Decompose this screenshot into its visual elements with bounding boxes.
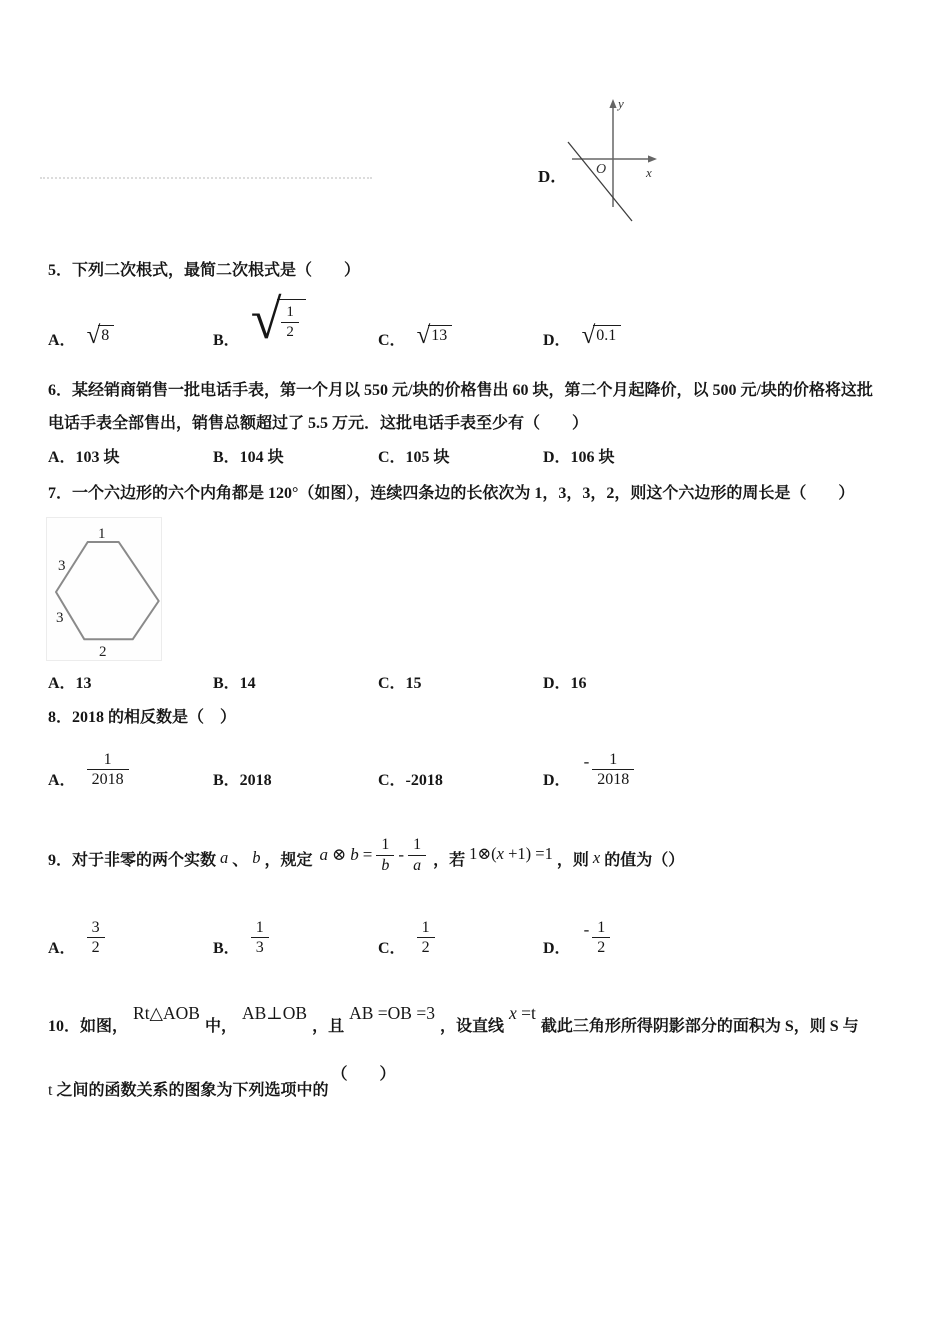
option-label: A． xyxy=(48,331,76,349)
denominator: 2 xyxy=(592,937,610,958)
q6-option-b: B．104 块 xyxy=(213,449,284,466)
fraction xyxy=(87,918,105,958)
question-7-title: 7．一个六边形的六个内角都是 120°（如图），连续四条边的长依次为 1，3，3，2，则这个六边形的周长是（ ） xyxy=(48,485,855,502)
figure-d-option-label: D． xyxy=(538,167,568,186)
question-8-options xyxy=(0,738,950,790)
q9-text-4: ，则 xyxy=(556,851,589,869)
q10-text-1: 10．如图， xyxy=(48,1018,129,1035)
numerator: 3 xyxy=(91,918,100,936)
radicand: 8 xyxy=(98,325,114,345)
q7-option-a: A．13 xyxy=(48,675,92,692)
x-axis-label: x xyxy=(646,165,652,180)
option-label: B． xyxy=(213,939,240,957)
q8-option-b xyxy=(213,771,272,790)
variable-x: x xyxy=(592,848,601,867)
q9-option-c xyxy=(378,918,435,958)
q5-option-c xyxy=(378,322,452,350)
question-6-options xyxy=(0,448,950,468)
question-9-options xyxy=(0,902,950,958)
fraction-1-over-a xyxy=(408,835,426,875)
condition-x: x xyxy=(496,844,504,863)
question-8-title: 8．2018 的相反数是（ ） xyxy=(48,709,237,726)
fraction xyxy=(251,918,269,958)
math-ab-perp-ob: AB⊥OB xyxy=(241,1002,308,1023)
denominator: 3 xyxy=(251,937,269,958)
fraction xyxy=(87,750,129,790)
minus-sign: - xyxy=(583,920,590,940)
x-axis-arrow-icon xyxy=(648,155,657,162)
answer-parentheses: （ ） xyxy=(331,1066,396,1083)
denominator: 2018 xyxy=(592,769,634,790)
radicand: 13 xyxy=(428,325,452,345)
q9-option-b xyxy=(213,918,269,958)
q10-text-2: 中， xyxy=(204,1018,237,1035)
option-label: C． xyxy=(378,331,406,349)
condition-post: +1) =1 xyxy=(503,844,553,863)
question-5-options xyxy=(0,289,950,352)
math-ab-eq-ob-eq-3: AB =OB =3 xyxy=(349,1002,435,1023)
radicand: 0.1 xyxy=(593,325,621,345)
q9-operation-formula xyxy=(320,835,427,875)
q5-option-a xyxy=(48,322,114,350)
denominator: 2 xyxy=(417,937,435,958)
q9-text-5: 的值为（） xyxy=(604,851,685,869)
variable-t: t xyxy=(48,1082,53,1099)
numerator: 1 xyxy=(421,918,430,936)
numerator: 1 xyxy=(103,750,112,768)
side-length-top: 1 xyxy=(98,526,106,542)
option-label: A． xyxy=(48,771,76,789)
sqrt-expression xyxy=(581,322,622,350)
option-text: B．2018 xyxy=(213,771,272,789)
denominator: 2018 xyxy=(87,769,129,790)
numerator: 1 xyxy=(413,835,422,853)
q9-option-a xyxy=(48,918,105,958)
math-line-x-eq-t xyxy=(508,1002,536,1023)
q9-separator: 、 xyxy=(232,851,249,869)
question-9-title xyxy=(48,830,684,886)
question-10-line1 xyxy=(48,990,859,1036)
origin-label: O xyxy=(596,162,607,177)
sqrt-expression xyxy=(86,322,115,350)
q9-text-2: ，规定 xyxy=(264,851,313,869)
q10-text-5: 截此三角形所得阴影部分的面积为 S，则 S 与 xyxy=(540,1018,859,1035)
minus-sign: - xyxy=(583,752,590,772)
numerator: 1 xyxy=(255,918,264,936)
hexagon-figure-box xyxy=(46,517,162,661)
hexagon-figure xyxy=(47,518,161,660)
equals-sign: = xyxy=(362,845,373,864)
fraction xyxy=(592,750,634,790)
option-label: A． xyxy=(48,939,76,957)
numerator: 1 xyxy=(381,835,390,853)
q6-option-a: A．103 块 xyxy=(48,449,120,466)
option-label: B． xyxy=(213,331,240,349)
q10-line2-text: 之间的函数关系的图象为下列选项中的 xyxy=(56,1082,329,1099)
option-label: D． xyxy=(543,939,571,957)
radical-sign-icon: √ xyxy=(250,289,282,352)
q9-condition xyxy=(469,844,553,864)
y-axis-arrow-icon xyxy=(609,99,616,108)
q7-option-d: D．16 xyxy=(543,675,587,692)
scan-artifact-dotted-line xyxy=(40,177,372,179)
minus-sign: - xyxy=(398,845,405,864)
numerator: 1 xyxy=(597,918,606,936)
side-length-upper-left: 3 xyxy=(58,558,66,574)
variable-b: b xyxy=(252,848,261,867)
variable-x: x xyxy=(508,1002,517,1023)
option-label: C． xyxy=(378,939,406,957)
option-label: D． xyxy=(543,771,571,789)
question-7-options xyxy=(0,674,950,694)
side-length-lower-left: 3 xyxy=(56,610,64,626)
formula-b: b xyxy=(350,845,359,864)
q8-option-a xyxy=(48,750,129,790)
radical-sign-icon: √ xyxy=(86,322,101,349)
sqrt-fraction-expression xyxy=(250,289,306,352)
q5-option-d xyxy=(543,322,621,350)
radical-sign-icon: √ xyxy=(416,322,431,349)
question-10-line2 xyxy=(48,1064,395,1100)
condition-pre: 1⊗( xyxy=(469,844,497,863)
hexagon-shape xyxy=(56,542,159,639)
otimes-operator-icon: ⊗ xyxy=(332,845,347,864)
fraction xyxy=(592,918,610,958)
q9-option-d xyxy=(543,918,610,958)
option-text: C．-2018 xyxy=(378,771,443,789)
q6-option-d: D．106 块 xyxy=(543,449,615,466)
q8-option-c xyxy=(378,771,443,790)
radical-sign-icon: √ xyxy=(581,322,596,349)
option-label: D． xyxy=(543,331,571,349)
numerator: 1 xyxy=(286,304,294,321)
math-rt-triangle-aob: Rt△AOB xyxy=(133,1002,200,1023)
variable-a: a xyxy=(220,848,229,867)
fraction xyxy=(417,918,435,958)
question-6-line2: 电话手表全部售出，销售总额超过了 5.5 万元．这批电话手表至少有（ ） xyxy=(48,415,589,432)
denominator: b xyxy=(376,855,394,876)
coordinate-plane-figure xyxy=(552,92,680,232)
question-5-title: 5．下列二次根式，最简二次根式是（ ） xyxy=(48,262,361,279)
sqrt-expression xyxy=(416,322,453,350)
side-length-bottom: 2 xyxy=(99,644,107,660)
denominator: 2 xyxy=(87,937,105,958)
question-6-line1: 6．某经销商销售一批电话手表，第一个月以 550 元/块的价格售出 60 块，第二个月起降价，以 500 元/块的价格将这批 xyxy=(48,382,873,399)
y-axis-label: y xyxy=(618,96,624,111)
q7-option-c: C．15 xyxy=(378,675,422,692)
q9-text-1: 9．对于非零的两个实数 xyxy=(48,851,217,869)
formula-a: a xyxy=(319,845,329,864)
fraction-1-over-b xyxy=(376,835,394,875)
equals-t: =t xyxy=(516,1002,536,1023)
q6-option-c: C．105 块 xyxy=(378,449,450,466)
q10-text-3: ，且 xyxy=(312,1018,345,1035)
q9-text-3: ，若 xyxy=(433,851,466,869)
q7-option-b: B．14 xyxy=(213,675,256,692)
denominator: 2 xyxy=(281,322,299,341)
q5-option-b xyxy=(213,289,306,352)
numerator: 1 xyxy=(609,750,618,768)
q8-option-d xyxy=(543,750,634,790)
declining-line xyxy=(568,142,632,221)
q10-text-4: ，设直线 xyxy=(439,1018,504,1035)
denominator: a xyxy=(408,855,426,876)
radicand-fraction xyxy=(277,299,306,341)
